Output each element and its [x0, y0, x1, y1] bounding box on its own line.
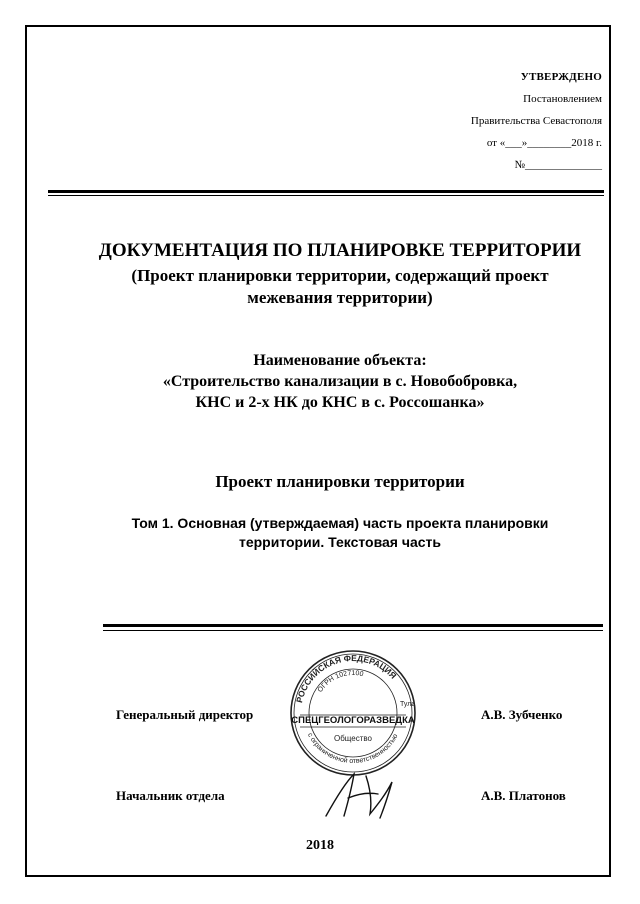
approval-block [471, 66, 602, 176]
head-role: Начальник отдела [116, 788, 225, 803]
object-block [40, 350, 640, 413]
volume-title-line-1: Том 1. Основная (утверждаемая) часть проекта планировки [131, 515, 549, 531]
bottom-rule-thick [103, 624, 603, 627]
seal-ogrn: ОГРН 1027100 [316, 669, 365, 694]
volume-title [40, 514, 640, 552]
director-name: А.В. Зубченко [481, 707, 563, 722]
document-title: ДОКУМЕНТАЦИЯ ПО ПЛАНИРОВКЕ ТЕРРИТОРИИ [98, 240, 582, 261]
document-year: 2018 [306, 838, 334, 853]
seal-city: Тула [400, 701, 416, 708]
director-role: Генеральный директор [116, 707, 254, 722]
document-subtitle [40, 265, 640, 309]
approval-line-2: Правительства Севастополя [470, 115, 602, 127]
document-subtitle-line-2: межевания территории) [247, 288, 433, 307]
seal-inner-text: с ограниченной ответственностью [305, 731, 400, 766]
top-rule-thin [48, 195, 604, 196]
object-name-line-1: «Строительство канализации в с. Новобобровка, [162, 373, 518, 390]
object-label: Наименование объекта: [253, 352, 427, 369]
part-title: Проект планировки территории [215, 472, 465, 491]
bottom-rule-thin [103, 630, 603, 631]
object-name-line-2: КНС и 2-х НК до КНС в с. Россошанка» [195, 394, 485, 411]
approval-number-line: №______________ [514, 159, 602, 171]
top-rule-thick [48, 190, 604, 193]
seal-outer-text: РОССИЙСКАЯ ФЕДЕРАЦИЯ [294, 652, 399, 704]
handwritten-signature [318, 768, 408, 823]
head-name: А.В. Платонов [481, 788, 566, 803]
svg-text:ОГРН 1027100 [317, 670, 364, 694]
document-subtitle-line-1: (Проект планировки территории, содержащий проект [131, 266, 549, 285]
seal-company-type: Общество [333, 734, 373, 743]
approval-line-1: Постановлением [523, 93, 602, 105]
volume-title-line-2: территории. Текстовая часть [238, 534, 442, 550]
approval-date-line: от «___»________2018 г. [486, 137, 602, 149]
company-seal [288, 648, 418, 778]
approved-heading: УТВЕРЖДЕНО [520, 71, 602, 83]
seal-organization: СПЕЦГЕОЛОГОРАЗВЕДКА [291, 715, 415, 726]
svg-text:РОССИЙСКАЯ ФЕДЕРАЦИЯ [294, 653, 398, 704]
